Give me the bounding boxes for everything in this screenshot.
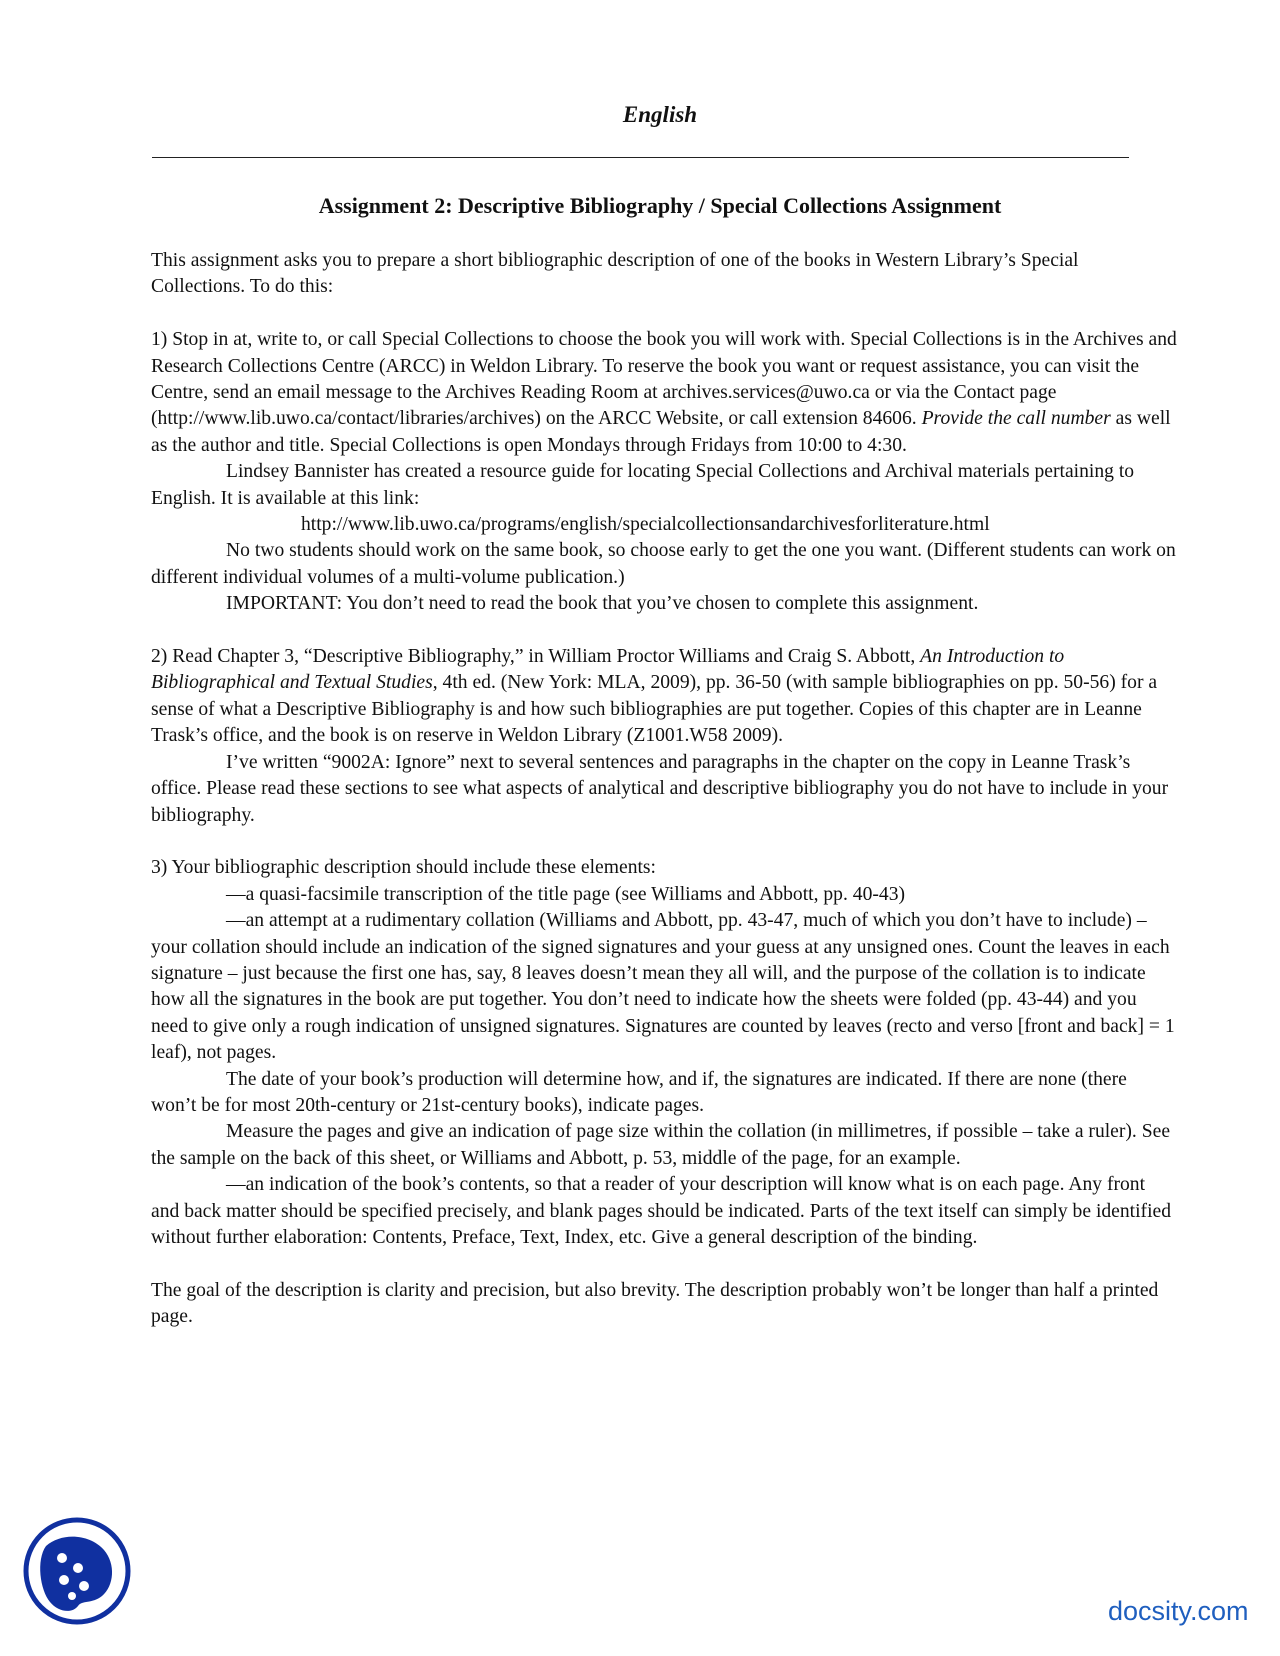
section-3-item-contents: —an indication of the book’s contents, so that a reader of your description will know what is on each page. Any front and back matter should be specified precisely, and blank pages should be indicated. Parts of the text itself can simply be identified without further elaboration: Contents, Preface, Text, Index, etc. Give a general description of the binding. (151, 1174, 1172, 1248)
header-subject: English (622, 102, 698, 127)
section-3-lead: 3) Your bibliographic description should include these elements: (151, 857, 656, 879)
document-title: Assignment 2: Descriptive Bibliography / Special Collections Assignment (318, 193, 1002, 218)
section-2-paragraph-1: 2) Read Chapter 3, “Descriptive Bibliography,” in William Proctor Williams and Craig S. Abbott, An Introduction to Bibliographical and Textual Studies, 4th ed. (New York: MLA, 2009), pp. 36-50 (with sample bibliographies on pp. 50-56) for a sense of what a Descriptive Bibliography is and how such bibliographies are put together. Copies of this chapter are in Leanne Trask’s office, and the book is on reserve in Weldon Library (Z1001.W58 2009). (151, 646, 1158, 747)
section-3-paragraph-date: The date of your book’s production will determine how, and if, the signatures are indicated. If there are none (there won’t be for most 20th-century or 21st-century books), indicate pages. (151, 1068, 1127, 1116)
section-3-item-collation: —an attempt at a rudimentary collation (Williams and Abbott, pp. 43-47, much of which you don’t have to include) – your collation should include an indication of the signed signatures and your guess at any unsigned ones. Count the leaves in each signature – just because the first one has, say, 8 leaves doesn’t mean they all will, and the purpose of the collation is to indicate how all the signatures in the book are put together. You don’t need to indicate how the sheets were folded (pp. 43-44) and you need to give only a rough indication of unsigned signatures. Signatures are counted by leaves (recto and verso [front and back] = 1 leaf), not pages. (151, 910, 1175, 1064)
section-1-important-note: IMPORTANT: You don’t need to read the book that you’ve chosen to complete this assignment. (226, 593, 979, 615)
closing-paragraph: The goal of the description is clarity and precision, but also brevity. The description probably won’t be longer than half a printed page. (151, 1279, 1159, 1328)
section-1-paragraph-3: No two students should work on the same book, so choose early to get the one you want. (Different students can work on different individual volumes of a multi-volume publication.) (151, 540, 1176, 588)
docsity-brand[interactable]: docsity.com (1108, 1596, 1249, 1626)
header-rule (152, 157, 1129, 158)
docsity-logo-icon (22, 1516, 132, 1626)
section-1-paragraph-2: Lindsey Bannister has created a resource guide for locating Special Collections and Archival materials pertaining to English. It is available at this link: (151, 461, 1135, 509)
document-body (151, 248, 1177, 1331)
section-3-paragraph-measure: Measure the pages and give an indication of page size within the collation (in millimetres, if possible – take a ruler). See the sample on the back of this sheet, or Williams and Abbott, p. 53, middle of the page, for an example. (151, 1121, 1171, 1169)
section-2-paragraph-2: I’ve written “9002A: Ignore” next to several sentences and paragraphs in the chapter on the copy in Leanne Trask’s office. Please read these sections to see what aspects of analytical and descriptive bibliography you do not have to include in your bibliography. (151, 751, 1169, 826)
section-1-paragraph-1: 1) Stop in at, write to, or call Special Collections to choose the book you will work with. Special Collections is in the Archives and Research Collections Centre (ARCC) in Weldon Library. To reserve the book you want or request assistance, you can visit the Centre, send an email message to the Archives Reading Room at archives.services@uwo.ca or via the Contact page (http://www.lib.uwo.ca/contact/libraries/archives) on the ARCC Website, or call extension 84606. Provide the call number as well as the author and title. Special Collections is open Mondays through Fridays from 10:00 to 4:30. (151, 329, 1177, 456)
intro-paragraph: This assignment asks you to prepare a short bibliographic description of one of the books in Western Library’s Special Collections. To do this: (151, 250, 1079, 298)
resource-guide-link: http://www.lib.uwo.ca/programs/english/specialcollectionsandarchivesforliterature.html (301, 514, 990, 536)
section-3-item-title-page: —a quasi-facsimile transcription of the title page (see Williams and Abbott, pp. 40-43) (226, 883, 906, 905)
